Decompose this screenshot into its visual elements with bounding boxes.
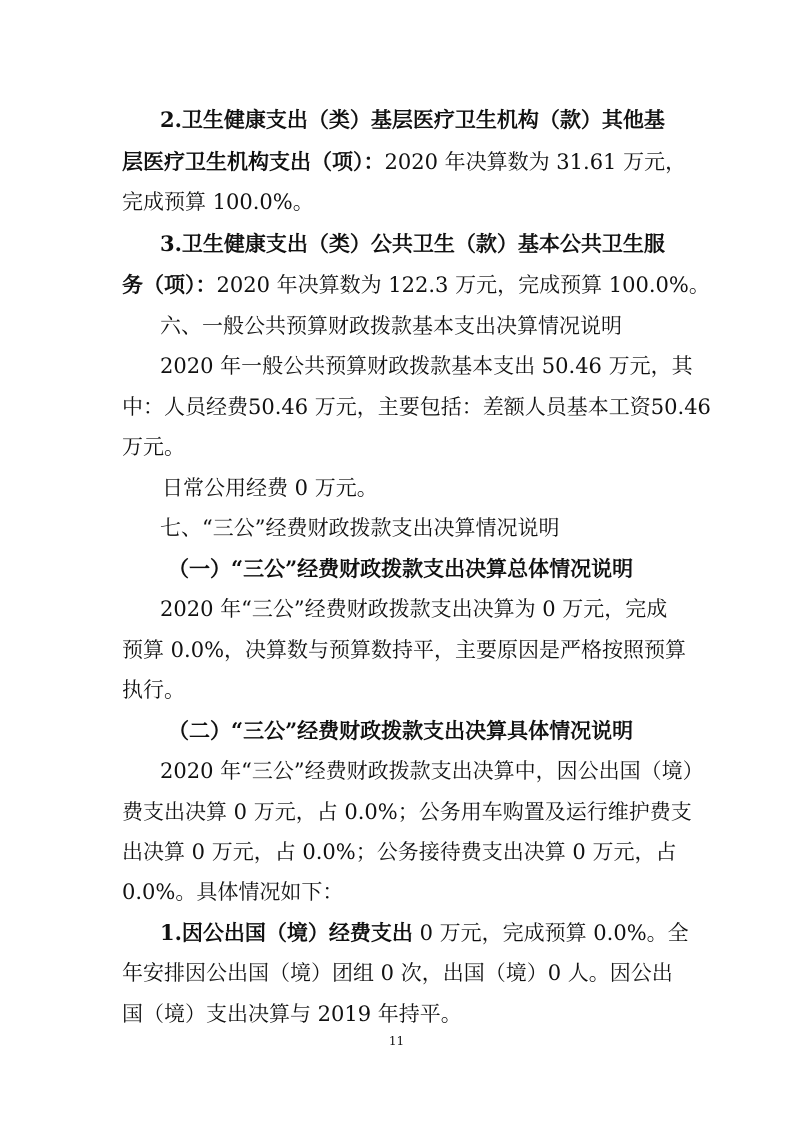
section-7-item-1-line-2: 年安排因公出国（境）团组 0 次，出国（境）0 人。因公出 bbox=[122, 961, 673, 985]
section-7-sub-1-line-3: 执行。 bbox=[122, 678, 185, 702]
section-7-sub-1-line-2: 预算 0.0%，决算数与预算数持平，主要原因是严格按照预算 bbox=[122, 638, 687, 662]
section-6-heading: 六、一般公共预算财政拨款基本支出决算情况说明 bbox=[160, 314, 622, 338]
item-3-line-1 bbox=[160, 228, 665, 260]
section-7-sub-1-line-1: 2020 年“三公”经费财政拨款支出决算为 0 万元，完成 bbox=[160, 597, 668, 621]
item-2-text: 2020 年决算数为 31.61 万元， bbox=[384, 150, 687, 174]
item-3-line-2 bbox=[122, 269, 710, 301]
item-2-line-3 bbox=[122, 186, 314, 218]
item-3-heading-cont: 务（项）： bbox=[122, 272, 217, 297]
section-7-sub-2-heading: （二）“三公”经费财政拨款支出决算具体情况说明 bbox=[168, 718, 634, 743]
item-2-heading-cont: 层医疗卫生机构支出（项）： bbox=[122, 149, 385, 174]
item-3-text: 2020 年决算数为 122.3 万元，完成预算 100.0%。 bbox=[216, 273, 710, 297]
section-7-item-1-line-1 bbox=[160, 917, 689, 949]
section-7-sub-2-line-4: 0.0%。具体情况如下： bbox=[122, 880, 344, 904]
item-3-heading: 3.卫生健康支出（类）公共卫生（款）基本公共卫生服 bbox=[160, 231, 665, 256]
item-2-line-1 bbox=[160, 104, 665, 136]
section-7-sub-2-line-1: 2020 年“三公”经费财政拨款支出决算中，因公出国（境） bbox=[160, 759, 704, 783]
page-number: 11 bbox=[388, 1034, 405, 1048]
item-2-line-2 bbox=[122, 146, 686, 178]
section-7-sub-1-heading: （一）“三公”经费财政拨款支出决算总体情况说明 bbox=[168, 556, 634, 581]
section-7-item-1-line-3: 国（境）支出决算与 2019 年持平。 bbox=[122, 1002, 462, 1026]
item-2-text-cont: 完成预算 100.0%。 bbox=[122, 190, 314, 214]
section-6-para-line-2: 中：人员经费50.46 万元，主要包括：差额人员基本工资50.46 bbox=[122, 395, 711, 419]
section-6-para-line-1: 2020 年一般公共预算财政拨款基本支出 50.46 万元，其 bbox=[160, 354, 693, 378]
section-6-para-2: 日常公用经费 0 万元。 bbox=[162, 476, 378, 500]
section-7-item-1-heading: 1.因公出国（境）经费支出 bbox=[160, 920, 413, 945]
section-7-item-1-text: 0 万元，完成预算 0.0%。全 bbox=[412, 921, 689, 945]
section-7-sub-2-line-3: 出决算 0 万元，占 0.0%；公务接待费支出决算 0 万元，占 bbox=[122, 840, 677, 864]
section-7-heading: 七、“三公”经费财政拨款支出决算情况说明 bbox=[160, 516, 560, 540]
section-7-sub-2-line-2: 费支出决算 0 万元，占 0.0%；公务用车购置及运行维护费支 bbox=[122, 800, 692, 824]
item-2-heading: 2.卫生健康支出（类）基层医疗卫生机构（款）其他基 bbox=[160, 107, 665, 132]
section-6-para-line-3: 万元。 bbox=[122, 435, 185, 459]
